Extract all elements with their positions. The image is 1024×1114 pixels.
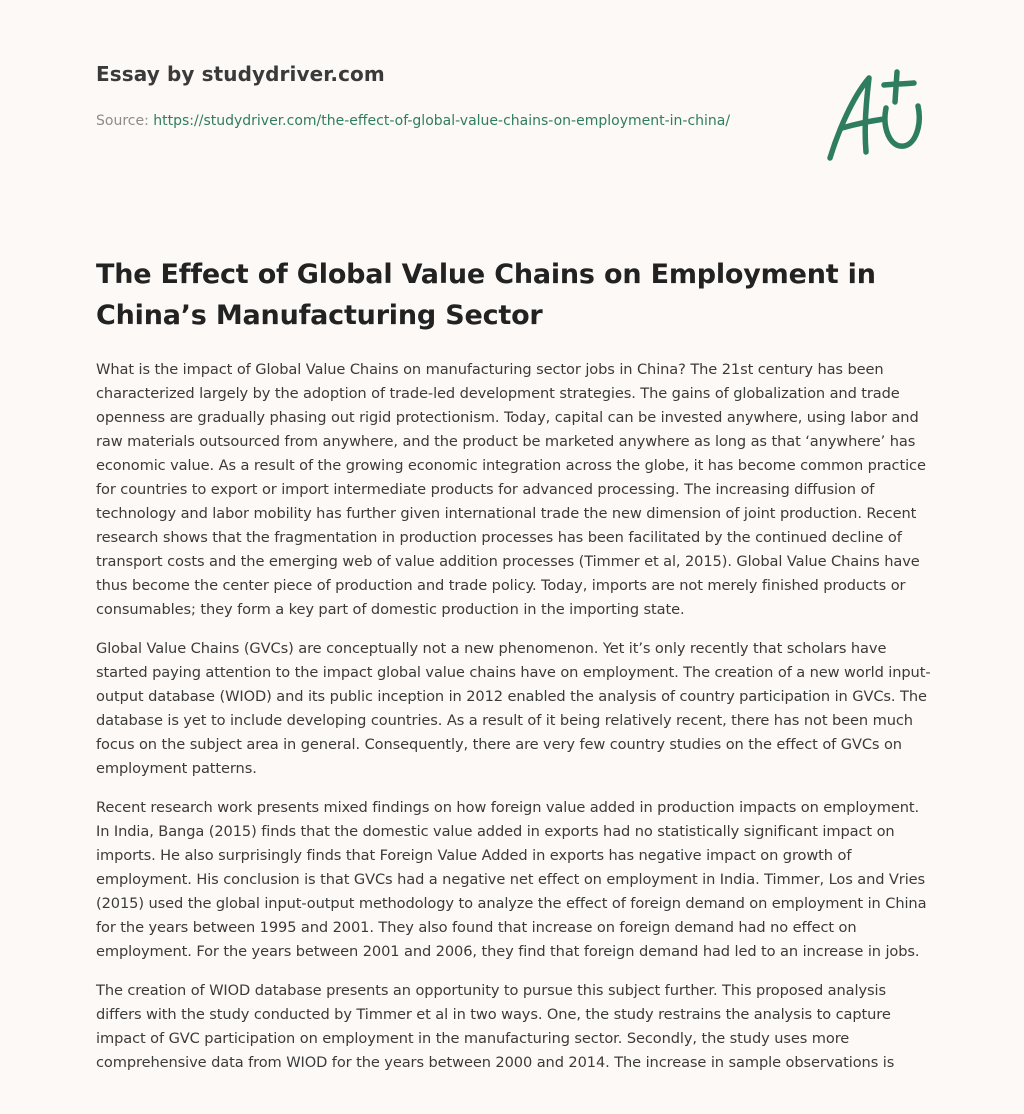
paragraph-3: Recent research work presents mixed findings on how foreign value added in production impacts on employment. In India, Banga (2015) finds that the domestic value added in exports had no statistically significant impact on imports. He also surprisingly finds that Foreign Value Added in exports has negative impact on growth of employment. His conclusion is that GVCs had a negative net effect on employment in India. Timmer, Los and Vries (2015) used the global input-output methodology to analyze the effect of foreign demand on employment in China for the years between 1995 and 2001. They also found that increase on foreign demand had no effect on employment. For the years between 2001 and 2006, they find that foreign demand had led to an increase in jobs. <box>96 799 927 960</box>
essay-content <box>96 254 932 1090</box>
a-plus-logo-icon <box>822 66 928 164</box>
paragraph-4: The creation of WIOD database presents an opportunity to pursue this subject further. This proposed analysis differs with the study conducted by Timmer et al in two ways. One, the study restrains the analysis to capture impact of GVC participation on employment in the manufacturing sector. Secondly, the study uses more comprehensive data from WIOD for the years between 2000 and 2014. The increase in sample observations is <box>96 982 895 1071</box>
essay-header <box>96 62 796 132</box>
source-label: Source: <box>96 113 154 129</box>
paragraph-2: Global Value Chains (GVCs) are conceptually not a new phenomenon. Yet it’s only recently that scholars have started paying attention to the impact global value chains have on employment. The creation of a new world input-output database (WIOD) and its public inception in 2012 enabled the analysis of country participation in GVCs. The database is yet to include developing countries. As a result of it being relatively recent, there has not been much focus on the subject area in general. Consequently, there are very few country studies on the effect of GVCs on employment patterns. <box>96 640 931 777</box>
site-brand: Essay by studydriver.com <box>96 62 385 86</box>
source-link[interactable]: https://studydriver.com/the-effect-of-global-value-chains-on-employment-in-china/ <box>153 113 731 129</box>
paragraph-1: What is the impact of Global Value Chains on manufacturing sector jobs in China? The 21st century has been characterized largely by the adoption of trade-led development strategies. The gains of globalization and trade openness are gradually phasing out rigid protectionism. Today, capital can be invested anywhere, using labor and raw materials outsourced from anywhere, and the product be marketed anywhere as long as that ‘anywhere’ has economic value. As a result of the growing economic integration across the globe, it has become common practice for countries to export or import intermediate products for advanced processing. The increasing diffusion of technology and labor mobility has further given international trade the new dimension of joint production. Recent research shows that the fragmentation in production processes has been facilitated by the continued decline of transport costs and the emerging web of value addition processes (Timmer et al, 2015). Global Value Chains have thus become the center piece of production and trade policy. Today, imports are not merely finished products or consumables; they form a key part of domestic production in the importing state. <box>96 361 926 618</box>
essay-title: The Effect of Global Value Chains on Employment in China’s Manufacturing Sector <box>96 259 876 331</box>
source-line <box>96 110 736 132</box>
